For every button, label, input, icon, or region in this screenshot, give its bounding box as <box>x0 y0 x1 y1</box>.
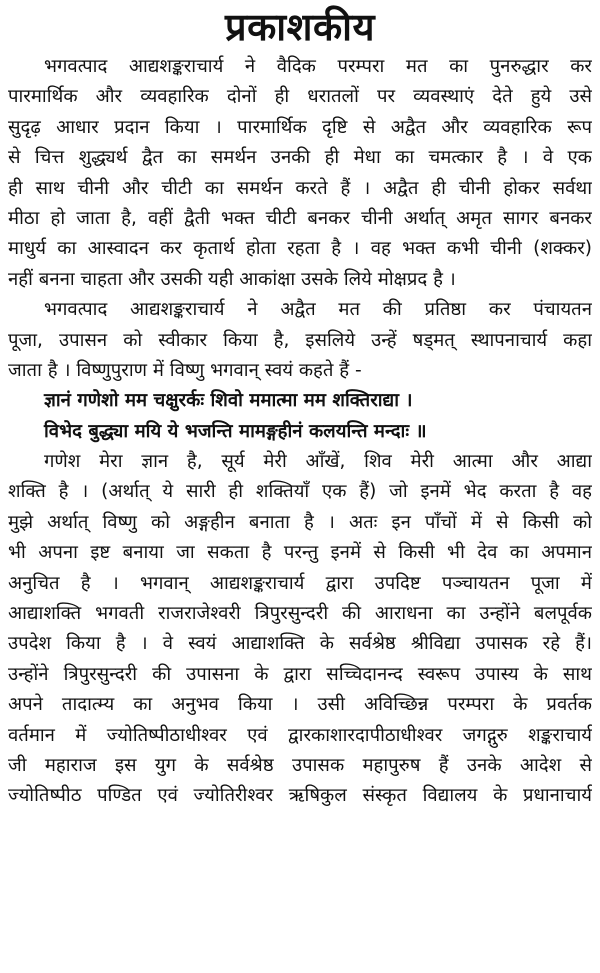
verse-line: ज्ञानं गणेशो मम चक्षुरर्कः शिवो ममात्मा मम शक्तिराद्या । <box>44 390 413 412</box>
text-line: ही साथ चीनी और चीटी का समर्थन करते हैं । अद्वैत ही चीनी होकर सर्वथा <box>8 177 592 199</box>
text-line: वर्तमान में ज्योतिष्पीठाधीश्वर एवं द्वारकाशारदापीठाधीश्वर जगद्गुरु शङ्कराचार्य <box>8 724 592 746</box>
text-line: पूजा, उपासन को स्वीकार किया है, इसलिये उन्हें षड्मत् स्थापनाचार्य कहा <box>8 329 592 351</box>
text-line: ज्योतिष्पीठ पण्डित एवं ज्योतिरीश्वर ऋषिकुल संस्कृत विद्यालय के प्रधानाचार्य <box>8 785 592 807</box>
verse-line: विभेद बुद्ध्या मयि ये भजन्ति मामङ्गहीनं कलयन्ति मन्दाः ॥ <box>44 420 427 442</box>
text-line: सुदृढ़ आधार प्रदान किया । पारमार्थिक दृष्टि से अद्वैत और व्यवहारिक रूप <box>8 116 592 138</box>
text-line: भगवत्पाद आद्यशङ्कराचार्य ने वैदिक परम्परा मत का पुनरुद्धार कर <box>44 56 592 77</box>
text-line: जाता है । विष्णुपुराण में विष्णु भगवान् स्वयं कहते हैं - <box>8 359 362 381</box>
page-title: प्रकाशकीय <box>224 5 376 49</box>
text-line: अनुचित है । भगवान् आद्यशङ्कराचार्य द्वारा उपदिष्ट पञ्चायतन पूजा में <box>8 572 592 594</box>
body-text <box>8 52 592 812</box>
text-line: पारमार्थिक और व्यवहारिक दोनों ही धरातलों पर व्यवस्थाएं देते हुये उसे <box>8 86 592 108</box>
text-line: उन्होंने त्रिपुरसुन्दरी की उपासना के द्वारा सच्चिदानन्द स्वरूप उपास्य के साथ <box>8 663 592 685</box>
text-line: मीठा हो जाता है, वहीं द्वैती भक्त चीटी बनकर चीनी अर्थात् अमृत सागर बनकर <box>8 207 592 229</box>
text-line: मुझे अर्थात् विष्णु को अङ्गहीन बनाता है । अतः इन पाँचों में से किसी को <box>8 511 592 533</box>
text-line: शक्ति है । (अर्थात् ये सारी ही शक्तियाँ एक हैं) जो इनमें भेद करता है वह <box>8 481 592 503</box>
text-line: नहीं बनना चाहता और उसकी यही आकांक्षा उसके लिये मोक्षप्रद है । <box>8 268 456 290</box>
text-line: अपने तादात्म्य का अनुभव किया । उसी अविच्छिन्न परम्परा के प्रवर्तक <box>8 694 592 716</box>
text-line: गणेश मेरा ज्ञान है, सूर्य मेरी आँखें, शिव मेरी आत्मा और आद्या <box>44 451 592 473</box>
text-line: आद्याशक्ति भगवती राजराजेश्वरी त्रिपुरसुन्दरी की आराधना का उन्होंने बलपूर्वक <box>8 603 592 625</box>
text-line: भी अपना इष्ट बनाया जा सकता है परन्तु इनमें से किसी भी देव का अपमान <box>8 542 592 564</box>
text-line: भगवत्पाद आद्यशङ्कराचार्य ने अद्वैत मत की प्रतिष्ठा कर पंचायतन <box>44 299 592 321</box>
text-line: उपदेश किया है । वे स्वयं आद्याशक्ति के सर्वश्रेष्ठ श्रीविद्या उपासक रहे हैं। <box>8 633 592 655</box>
text-line: माधुर्य का आस्वादन कर कृतार्थ होता रहता है । वह भक्त कभी चीनी (शक्कर) <box>8 238 592 260</box>
text-line: जी महाराज इस युग के सर्वश्रेष्ठ उपासक महापुरुष हैं उनके आदेश से <box>8 754 592 776</box>
text-line: से चित्त शुद्ध्यर्थ द्वैत का समर्थन उनकी ही मेधा का चमत्कार है । वे एक <box>8 147 592 169</box>
